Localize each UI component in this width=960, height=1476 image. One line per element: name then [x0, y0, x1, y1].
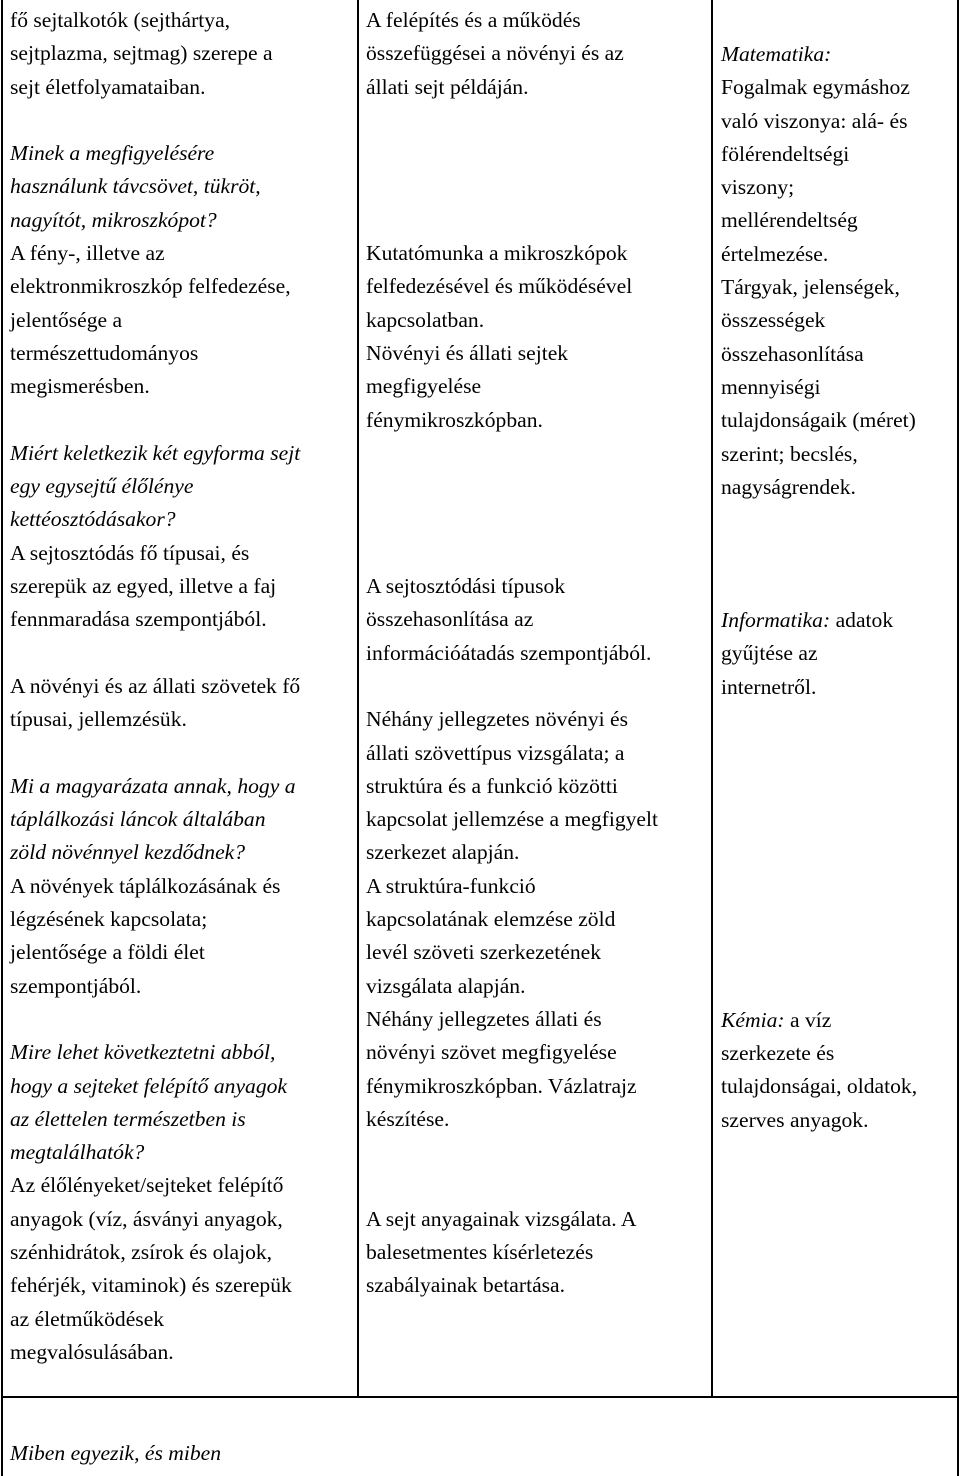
question-inorganic [10, 1036, 355, 1169]
text-line: nagyságrendek. [721, 474, 856, 499]
text-line: állati szövettípus vizsgálata; a [366, 740, 625, 765]
text-line: tulajdonságai, oldatok, [721, 1074, 918, 1099]
text-line: Az élőlényeket/sejteket felépítő [10, 1173, 284, 1198]
subject-label-math: Matematika: [721, 42, 832, 66]
text-line: összehasonlítása az [366, 607, 534, 632]
text-line: típusai, jellemzésük. [10, 707, 187, 732]
text-line: megfigyelése [366, 374, 482, 399]
text-line: balesetmentes kísérletezés [366, 1239, 594, 1264]
text-line: Néhány jellegzetes állati és [366, 1006, 602, 1031]
text-line: állati sejt példáján. [366, 74, 529, 99]
question-line: kettéosztódásakor? [10, 507, 176, 532]
text-line: vizsgálata alapján. [366, 973, 526, 998]
text-line: az életműködések [10, 1306, 165, 1331]
text-line: kapcsolatban. [366, 307, 485, 332]
text-line: Fogalmak egymáshoz [721, 75, 910, 100]
text-line: összességek [721, 308, 826, 333]
text-line: kapcsolatának elemzése zöld [366, 907, 616, 932]
text-line: jelentősége a [10, 307, 123, 332]
text-line: A felépítés és a működés [366, 8, 581, 32]
informatics-connection [721, 604, 957, 704]
text-line: információátadás szempontjából. [366, 640, 652, 665]
connections-column [721, 38, 957, 1137]
question-line: Minek a megfigyelésére [10, 141, 215, 166]
question-line: Mi a magyarázata annak, hogy a [10, 773, 296, 798]
chemistry-connection [721, 1004, 957, 1137]
text-line: fénymikroszkópban. [366, 407, 543, 432]
question-line: megtalálhatók? [10, 1140, 145, 1165]
activity-column [366, 4, 709, 1303]
text-line: növényi szövet megfigyelése [366, 1040, 617, 1065]
text-line: légzésének kapcsolata; [10, 907, 208, 932]
question-line: Miért keletkezik két egyforma sejt [10, 440, 301, 465]
text-line: megvalósulásában. [10, 1339, 174, 1364]
topic-column [10, 4, 355, 1369]
text-line: szerkezete és [721, 1040, 835, 1065]
subject-label-informatics: Informatika: [721, 608, 831, 633]
text-line: sejt életfolyamataiban. [10, 74, 206, 99]
question-line: egy egysejtű élőlénye [10, 474, 194, 499]
text-line: fennmaradása szempontjából. [10, 607, 267, 632]
text-line: internetről. [721, 674, 817, 699]
text-line: fölérendeltségi [721, 141, 850, 166]
text-line: felfedezésével és működésével [366, 274, 633, 299]
question-line: az élettelen természetben is [10, 1106, 246, 1131]
row-divider [1, 1396, 959, 1398]
text-line: A növények táplálkozásának és [10, 873, 281, 898]
question-line: Mire lehet következtetni abból, [10, 1040, 276, 1065]
text-line: A struktúra-funkció [366, 873, 536, 898]
question-optics [10, 137, 355, 237]
column-divider-1 [357, 0, 359, 1397]
text-line: A fény-, illetve az [10, 241, 165, 266]
text-line: elektronmikroszkóp felfedezése, [10, 274, 291, 299]
question-line: használunk távcsövet, tükröt, [10, 174, 261, 199]
text-line: viszony; [721, 175, 795, 200]
text-line: összefüggései a növényi és az [366, 41, 624, 66]
subject-label-chemistry: Kémia: [721, 1007, 785, 1032]
text-line [721, 1004, 957, 1037]
text-line: Tárgyak, jelenségek, [721, 275, 900, 300]
cell-organelles-text [10, 4, 355, 104]
text-line: levél szöveti szerkezetének [366, 940, 602, 965]
text-line [721, 604, 957, 637]
text-line: szerkezet alapján. [366, 840, 520, 865]
text-line: megismerésben. [10, 374, 150, 399]
text-line: mennyiségi [721, 374, 821, 399]
cell-division-text [10, 537, 355, 637]
text-fragment: a víz [789, 1007, 832, 1032]
question-line: zöld növénnyel kezdődnek? [10, 840, 246, 865]
cell-substances-text [10, 1169, 355, 1369]
question-line: táplálkozási láncok általában [10, 807, 266, 832]
cell-tissues-text [10, 670, 355, 737]
question-line: hogy a sejteket felépítő anyagok [10, 1073, 288, 1098]
text-line: mellérendeltség [721, 208, 858, 233]
table-border-right [957, 0, 959, 1476]
text-line: szénhidrátok, zsírok és olajok, [10, 1239, 273, 1264]
text-line: készítése. [366, 1106, 450, 1131]
text-line: Kutatómunka a mikroszkópok [366, 241, 628, 266]
cell-lab-text [366, 1203, 709, 1303]
text-line: tulajdonságaik (méret) [721, 408, 916, 433]
text-line: szerepük az egyed, illetve a faj [10, 574, 277, 599]
text-line: szerves anyagok. [721, 1107, 869, 1132]
cell-structure-text [366, 4, 709, 104]
text-line: anyagok (víz, ásványi anyagok, [10, 1206, 283, 1231]
text-line: Növényi és állati sejtek [366, 340, 569, 365]
text-line: kapcsolat jellemzése a megfigyelt [366, 807, 658, 832]
text-line: Néhány jellegzetes növényi és [366, 707, 629, 732]
text-line: szempontjából. [10, 973, 142, 998]
text-line: sejtplazma, sejtmag) szerepe a [10, 41, 273, 66]
question-line: Miben egyezik, és miben [10, 1441, 222, 1465]
cell-division-types-text [366, 570, 709, 670]
text-line: fénymikroszkópban. Vázlatrajz [366, 1073, 637, 1098]
question-cell-division [10, 437, 355, 537]
text-line: összehasonlítása [721, 341, 864, 366]
question-line: nagyítót, mikroszkópot? [10, 207, 217, 232]
question-food-chain [10, 770, 355, 870]
column-divider-2 [711, 0, 713, 1397]
text-line: jelentősége a földi élet [10, 940, 205, 965]
text-line: struktúra és a funkció közötti [366, 773, 618, 798]
text-line: A sejtosztódás fő típusai, és [10, 540, 250, 565]
cell-tissue-study-text [366, 703, 709, 1136]
cell-research-text [366, 237, 709, 437]
text-line: értelmezése. [721, 241, 829, 266]
next-row-cell [10, 1437, 355, 1470]
text-line: A sejtosztódási típusok [366, 574, 566, 599]
cell-nutrition-text [10, 870, 355, 1003]
text-line: A sejt anyagainak vizsgálata. A [366, 1206, 637, 1231]
cell-microscope-text [10, 237, 355, 403]
text-line: természettudományos [10, 340, 199, 365]
text-line: fehérjék, vitaminok) és szerepük [10, 1273, 292, 1298]
text-line: gyűjtése az [721, 641, 818, 666]
table-border-left [1, 0, 3, 1476]
text-line: szerint; becslés, [721, 441, 858, 466]
text-line: való viszonya: alá- és [721, 108, 908, 133]
math-connection [721, 38, 957, 504]
text-line: A növényi és az állati szövetek fő [10, 673, 301, 698]
text-line: fő sejtalkotók (sejthártya, [10, 8, 231, 32]
text-line: szabályainak betartása. [366, 1273, 566, 1298]
text-fragment: adatok [835, 608, 894, 633]
